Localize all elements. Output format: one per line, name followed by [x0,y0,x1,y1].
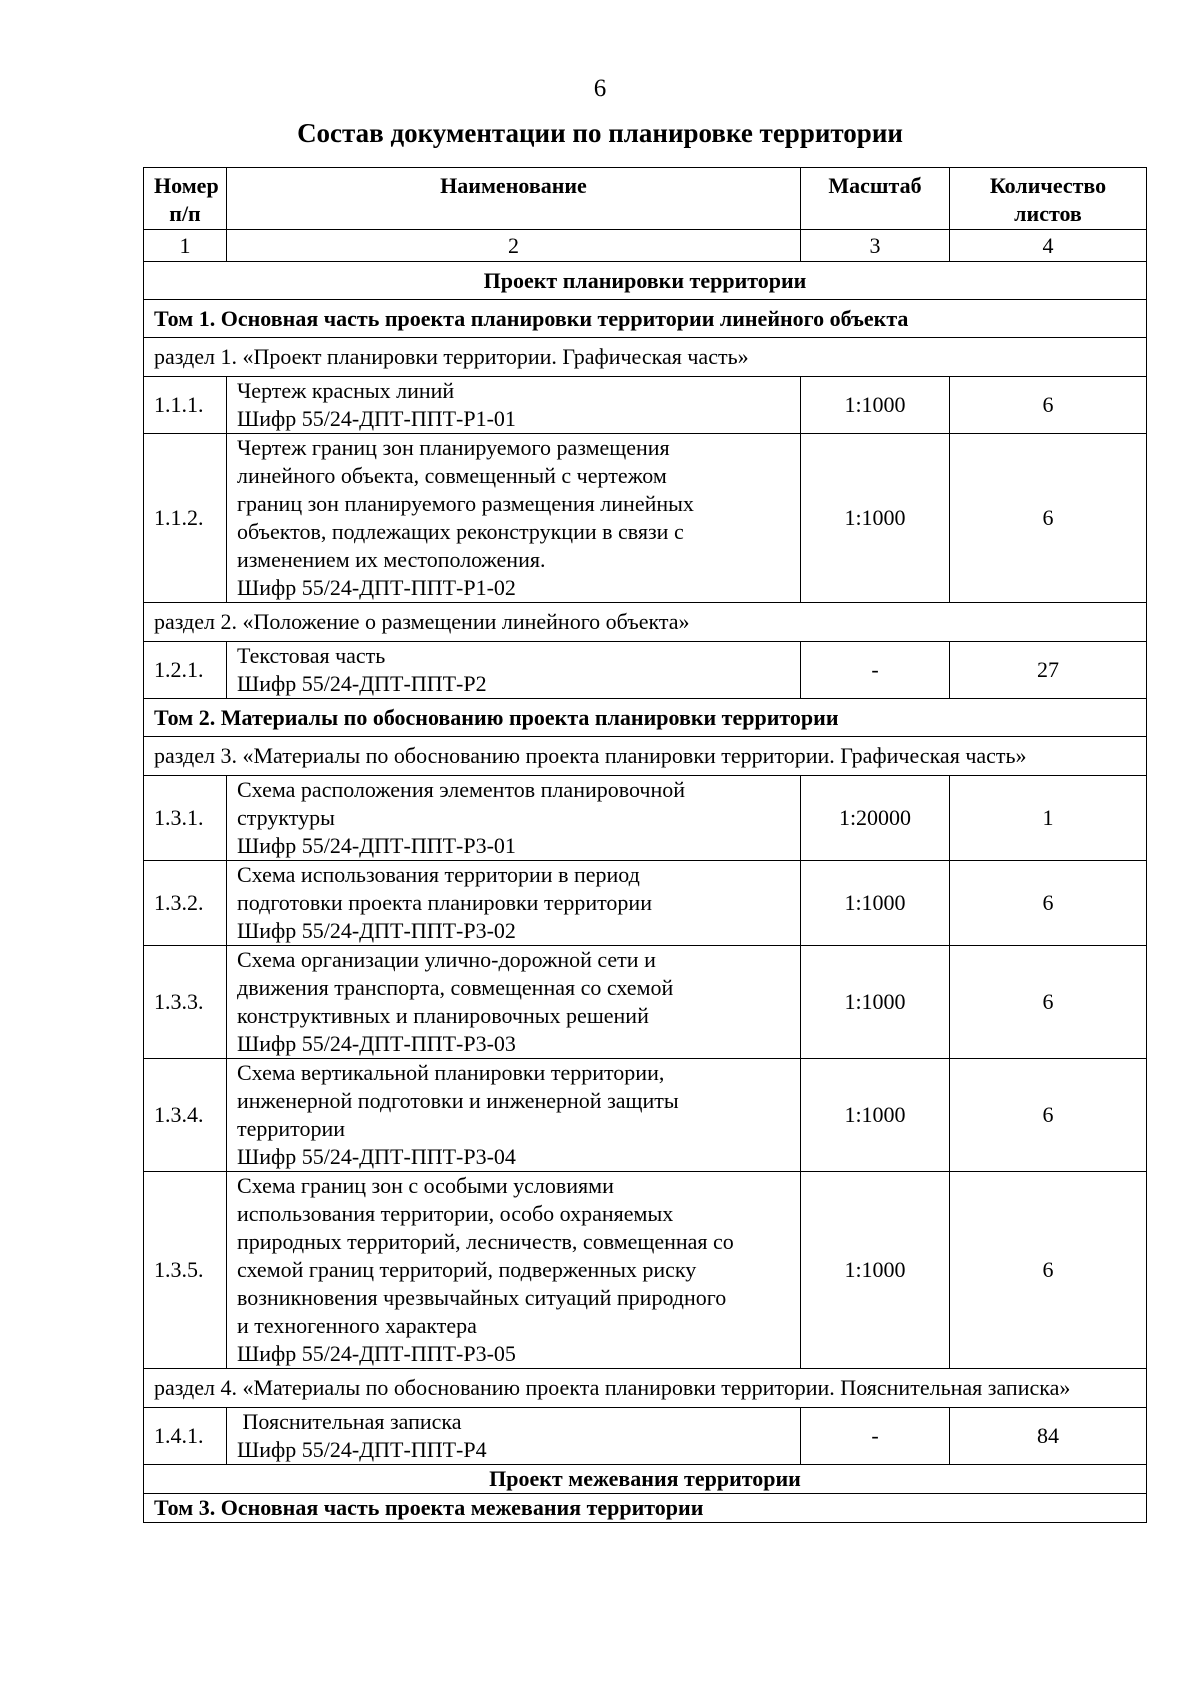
part-row [144,1369,1147,1408]
column-index-cell: 2 [227,230,801,262]
part-heading: раздел 1. «Проект планировки территории. Графическая часть» [144,338,1147,377]
item-sheet-count: 6 [950,377,1147,434]
item-scale: 1:1000 [801,946,950,1059]
column-header-text: Наименование [440,173,587,198]
column-header-text: Количество [989,173,1107,198]
column-header-text: п/п [169,201,201,226]
page-number: 6 [593,75,607,102]
volume-row [144,1494,1147,1523]
volume-row [144,300,1147,338]
part-heading: раздел 4. «Материалы по обоснованию проекта планировки территории. Пояснительная записка» [144,1369,1147,1408]
item-name-line: объектов, подлежащих реконструкции в связи с [237,519,684,544]
table-row [144,377,1147,434]
column-index-cell: 1 [144,230,227,262]
table-body [144,262,1147,1523]
item-number: 1.2.1. [144,642,227,699]
item-scale: 1:1000 [801,434,950,603]
column-index-row [144,230,1147,262]
table-row [144,642,1147,699]
item-scale: 1:1000 [801,1059,950,1172]
column-index-cell: 4 [950,230,1147,262]
item-number: 1.1.1. [144,377,227,434]
item-sheet-count: 6 [950,861,1147,946]
item-name-line: Чертеж красных линий [237,378,455,403]
item-name [227,776,801,861]
item-number: 1.1.2. [144,434,227,603]
column-header [950,168,1147,230]
item-name-line: Шифр 55/24-ДПТ-ППТ-Р3-04 [237,1144,516,1169]
item-name-line: Шифр 55/24-ДПТ-ППТ-Р3-05 [237,1341,516,1366]
item-name [227,946,801,1059]
item-name-line: природных территорий, лесничеств, совмещенная со [237,1229,734,1254]
item-name-line: территории [237,1116,346,1141]
column-index-cell: 3 [801,230,950,262]
item-sheet-count: 6 [950,1059,1147,1172]
table-row [144,776,1147,861]
table-row [144,434,1147,603]
item-number: 1.3.3. [144,946,227,1059]
item-name-line: линейного объекта, совмещенный с чертежом [237,463,667,488]
volume-heading: Том 3. Основная часть проекта межевания территории [144,1494,1147,1523]
header-row [144,168,1147,230]
item-name-line: Шифр 55/24-ДПТ-ППТ-Р4 [237,1437,487,1462]
item-number: 1.3.1. [144,776,227,861]
item-sheet-count: 6 [950,946,1147,1059]
item-scale: 1:20000 [801,776,950,861]
item-name-line: конструктивных и планировочных решений [237,1003,649,1028]
item-name-line: Схема границ зон с особыми условиями [237,1173,614,1198]
item-name-line: изменением их местоположения. [237,547,546,572]
volume-heading: Том 1. Основная часть проекта планировки территории линейного объекта [144,300,1147,338]
item-name-line: структуры [237,805,335,830]
item-name-line: Шифр 55/24-ДПТ-ППТ-Р1-01 [237,406,516,431]
volume-row [144,699,1147,737]
part-row [144,338,1147,377]
item-number: 1.3.5. [144,1172,227,1369]
column-header [227,168,801,230]
table-row [144,1172,1147,1369]
item-scale: - [801,1408,950,1465]
item-name-line: Схема использования территории в период [237,862,640,887]
item-name [227,1408,801,1465]
item-name [227,642,801,699]
volume-heading: Том 2. Материалы по обоснованию проекта планировки территории [144,699,1147,737]
item-name-line: Шифр 55/24-ДПТ-ППТ-Р3-02 [237,918,516,943]
item-number: 1.3.4. [144,1059,227,1172]
item-name-line: движения транспорта, совмещенная со схемой [237,975,674,1000]
part-row [144,603,1147,642]
item-name-line: и техногенного характера [237,1313,477,1338]
item-name-line: подготовки проекта планировки территории [237,890,652,915]
item-name-line: Шифр 55/24-ДПТ-ППТ-Р1-02 [237,575,516,600]
documentation-table [143,167,1147,1523]
part-heading: раздел 3. «Материалы по обоснованию проекта планировки территории. Графическая часть» [144,737,1147,776]
section-row [144,1465,1147,1494]
item-name-line: Шифр 55/24-ДПТ-ППТ-Р3-01 [237,833,516,858]
table-row [144,1059,1147,1172]
item-name-line: схемой границ территорий, подверженных риску [237,1257,697,1282]
page-title: Состав документации по планировке территории [297,118,903,148]
table-row [144,861,1147,946]
item-name-line: Чертеж границ зон планируемого размещения [237,435,670,460]
item-sheet-count: 6 [950,1172,1147,1369]
item-scale: - [801,642,950,699]
item-sheet-count: 1 [950,776,1147,861]
item-scale: 1:1000 [801,1172,950,1369]
item-name-line: Шифр 55/24-ДПТ-ППТ-Р3-03 [237,1031,516,1056]
column-header-text: листов [1014,201,1082,226]
item-name-line: Шифр 55/24-ДПТ-ППТ-Р2 [237,671,487,696]
item-name-line: границ зон планируемого размещения линейных [237,491,694,516]
item-name [227,1059,801,1172]
item-name [227,434,801,603]
item-name-line: использования территории, особо охраняемых [237,1201,674,1226]
column-header-text: Масштаб [828,173,922,198]
item-name-line: Схема организации улично-дорожной сети и [237,947,656,972]
item-scale: 1:1000 [801,861,950,946]
table-header [144,168,1147,262]
item-number: 1.3.2. [144,861,227,946]
item-number: 1.4.1. [144,1408,227,1465]
item-name [227,1172,801,1369]
item-sheet-count: 84 [950,1408,1147,1465]
item-name-line: возникновения чрезвычайных ситуаций природного [237,1285,727,1310]
column-header [144,168,227,230]
item-name-line: Текстовая часть [237,643,386,668]
section-heading: Проект межевания территории [144,1465,1147,1494]
item-sheet-count: 27 [950,642,1147,699]
item-name-line: Схема расположения элементов планировочной [237,777,686,802]
column-header-text: Номер [154,173,219,198]
table-row [144,946,1147,1059]
item-name-line: инженерной подготовки и инженерной защиты [237,1088,679,1113]
item-sheet-count: 6 [950,434,1147,603]
part-row [144,737,1147,776]
item-name [227,377,801,434]
item-name [227,861,801,946]
part-heading: раздел 2. «Положение о размещении линейного объекта» [144,603,1147,642]
item-scale: 1:1000 [801,377,950,434]
section-heading: Проект планировки территории [144,262,1147,300]
item-name-line: Схема вертикальной планировки территории, [237,1060,665,1085]
item-name-line: Пояснительная записка [237,1409,462,1434]
column-header [801,168,950,230]
section-row [144,262,1147,300]
table-row [144,1408,1147,1465]
